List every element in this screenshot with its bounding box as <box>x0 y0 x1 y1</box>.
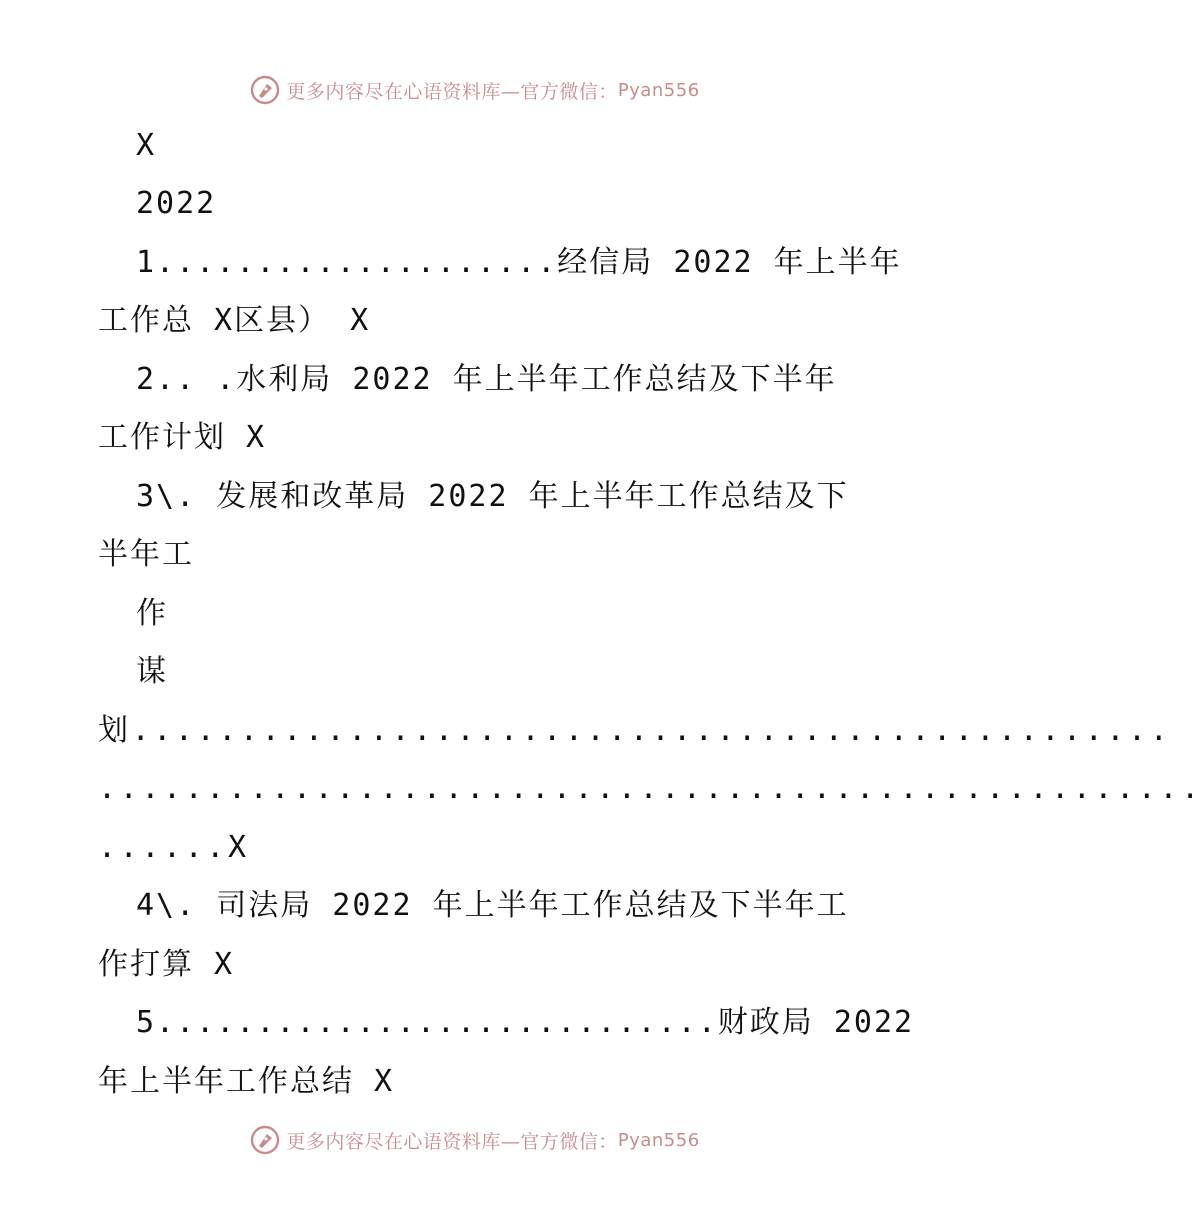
watermark-text: 更多内容尽在心语资料库—官方微信： <box>286 80 618 103</box>
toc-entry-1: 1....................经信局 2022 年上半年 <box>136 245 902 280</box>
watermark-text: 更多内容尽在心语资料库—官方微信： <box>286 1130 618 1153</box>
toc-entry-4-continued: 作打算 X <box>98 947 235 982</box>
toc-entry-3-continued: 半年工 <box>98 537 194 572</box>
toc-entry-2: 2.. .水利局 2022 年上半年工作总结及下半年 <box>136 362 837 397</box>
text-line: 作 <box>136 596 168 631</box>
footer-watermark <box>0 1120 950 1160</box>
text-line: X <box>136 128 157 163</box>
toc-entry-2-continued: 工作计划 X <box>98 420 267 455</box>
toc-leader-line: ................................................... <box>98 771 1203 806</box>
toc-entry-1-continued: 工作总 X区县） X <box>98 303 371 338</box>
toc-leader-line: ......X <box>98 830 250 865</box>
text-line: 2022 <box>136 186 217 221</box>
pen-nib-icon <box>250 1125 280 1155</box>
toc-entry-3: 3\. 发展和改革局 2022 年上半年工作总结及下 <box>136 479 849 514</box>
watermark-wechat-id: Pyan556 <box>617 1129 700 1151</box>
toc-entry-5-continued: 年上半年工作总结 X <box>98 1064 395 1099</box>
toc-entry-4: 4\. 司法局 2022 年上半年工作总结及下半年工 <box>136 888 849 923</box>
toc-entry-5: 5............................财政局 2022 <box>136 1005 915 1040</box>
watermark-wechat-id: Pyan556 <box>617 79 700 101</box>
toc-leader-line: 划................................................ <box>98 713 1172 748</box>
text-line: 谋 <box>136 654 168 689</box>
